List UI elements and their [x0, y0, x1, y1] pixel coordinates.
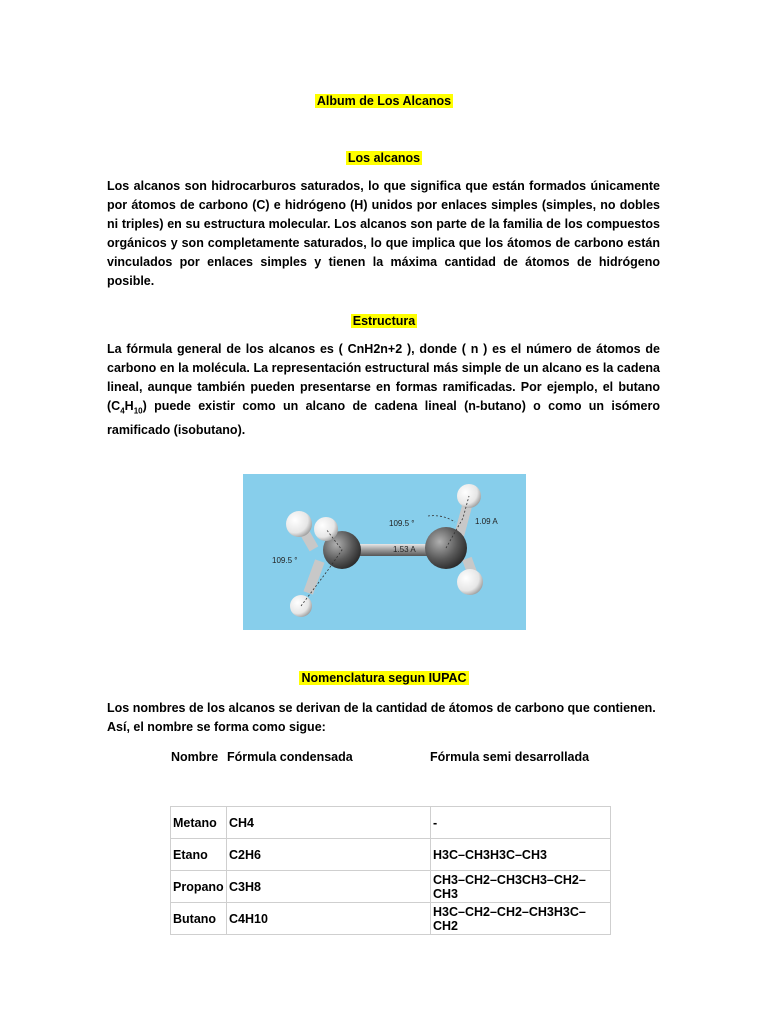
document-title: Album de Los Alcanos [316, 94, 452, 108]
hydrogen-atom [457, 569, 483, 595]
table-header-formula-condensada: Fórmula condensada [227, 750, 353, 764]
heading-los-alcanos: Los alcanos [347, 151, 421, 165]
label-ch-distance: 1.09 A [475, 517, 498, 526]
hydrogen-atom [314, 517, 338, 541]
table-row [171, 807, 611, 839]
cell-name: Butano [171, 903, 227, 935]
table-header-formula-semi: Fórmula semi desarrollada [430, 750, 590, 764]
heading-nomenclatura: Nomenclatura segun IUPAC [301, 671, 467, 685]
ethane-molecule-figure [243, 474, 526, 630]
cell-semi: - [431, 807, 611, 839]
table-row [171, 903, 611, 935]
cell-condensed: CH4 [227, 807, 431, 839]
table-header-nombre: Nombre [171, 750, 219, 764]
paragraph-nomenclatura: Los nombres de los alcanos se derivan de la cantidad de átomos de carbono que contienen. Así, el nombre se forma como sigue: [107, 701, 656, 734]
cell-condensed: C3H8 [227, 871, 431, 903]
paragraph-estructura: La fórmula general de los alcanos es ( CnH2n+2 ), donde ( n ) es el número de átomos de carbono en la molécula. La representación estructural más simple de un alcano es la cadena lineal, aunque también pueden presentarse en formas ramificadas. Por ejemplo, el butano $(C_4H_{10})$ puede existir como un alcano de cadena lineal (n-butano) o como un isómero ramificado (isobutano). [107, 342, 660, 437]
cell-name: Propano [171, 871, 227, 903]
label-cc-distance: 1.53 A [393, 545, 416, 554]
table-row [171, 871, 611, 903]
hydrogen-atom [286, 511, 312, 537]
cell-name: Etano [171, 839, 227, 871]
cell-condensed: C4H10 [227, 903, 431, 935]
cell-name: Metano [171, 807, 227, 839]
cell-semi: H3C–CH3H3C–CH3 [431, 839, 611, 871]
cell-semi: H3C–CH2–CH2–CH3H3C–CH2 [431, 903, 611, 935]
heading-estructura: Estructura [352, 314, 416, 328]
table-row [171, 839, 611, 871]
cell-condensed: C2H6 [227, 839, 431, 871]
alkane-table [170, 806, 611, 935]
label-angle-top: 109.5 ° [389, 519, 415, 528]
label-angle-left: 109.5 ° [272, 556, 298, 565]
cell-semi: CH3–CH2–CH3CH3–CH2–CH3 [431, 871, 611, 903]
paragraph-los-alcanos: Los alcanos son hidrocarburos saturados, lo que significa que están formados únicamente por átomos de carbono (C) e hidrógeno (H) unidos por enlaces simples (simples, no dobles ni triples) en su estructura molecular. Los alcanos son parte de la familia de los compuestos orgánicos y son completamente saturados, lo que implica que los átomos de carbono están vinculados por enlaces simples y tienen la máxima cantidad de átomos de hidrógeno posible. [107, 179, 660, 288]
